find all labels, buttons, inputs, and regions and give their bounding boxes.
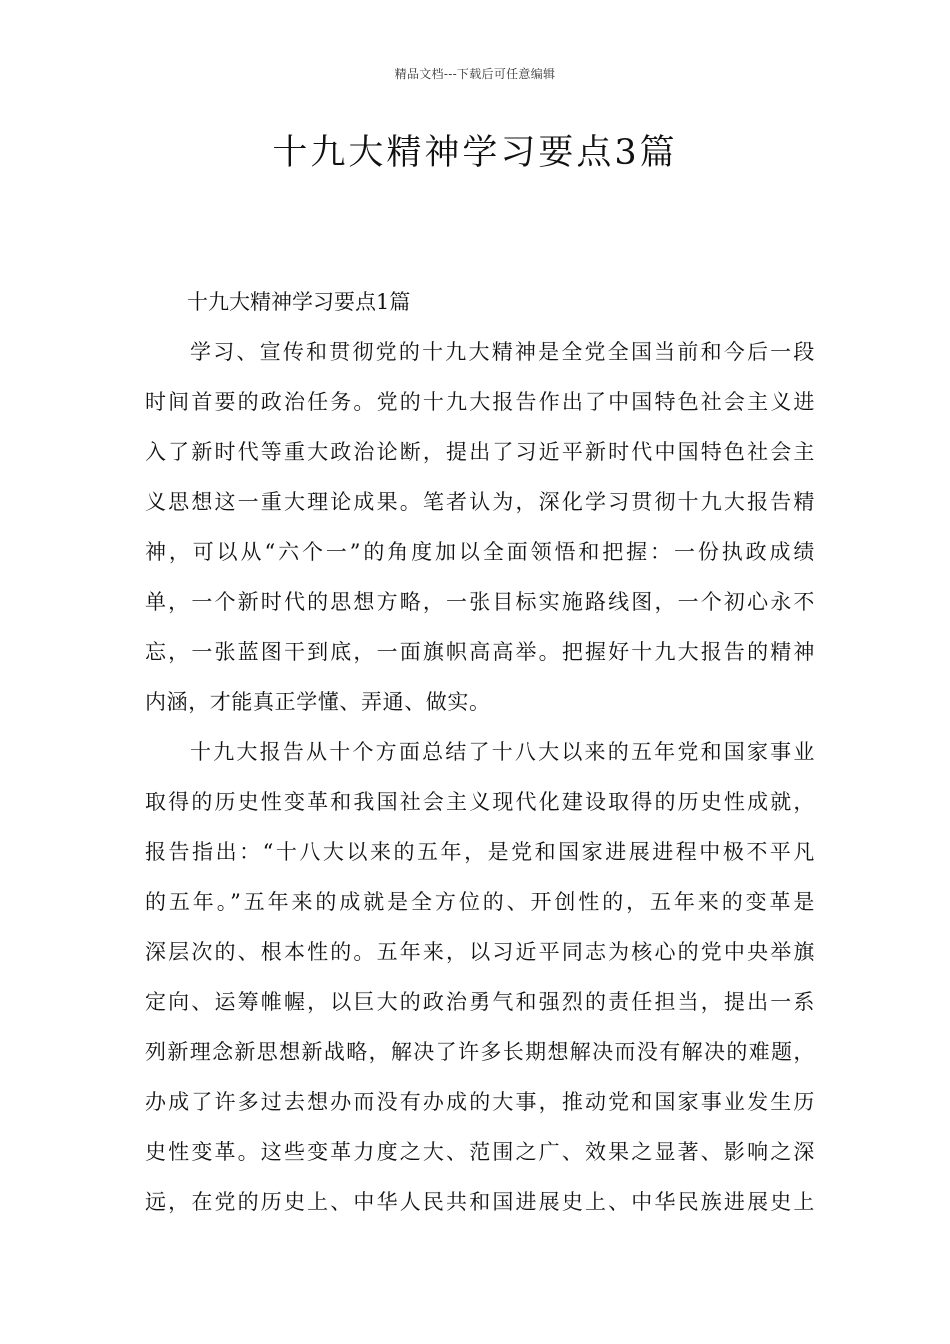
paragraph-line: 办成了许多过去想办而没有办成的大事，推动党和国家事业发生历 <box>145 1090 815 1114</box>
paragraph-line: 报告指出：“十八大以来的五年，是党和国家进展进程中极不平凡 <box>145 840 815 864</box>
paragraph-line: 时间首要的政治任务。党的十九大报告作出了中国特色社会主义进 <box>145 390 815 414</box>
document-title: 十九大精神学习要点3篇 <box>272 133 678 173</box>
paragraph-line: 忘，一张蓝图干到底，一面旗帜高高举。把握好十九大报告的精神 <box>145 640 815 664</box>
paragraph-line: 十九大报告从十个方面总结了十八大以来的五年党和国家事业 <box>190 740 815 764</box>
paragraph-line: 学习、宣传和贯彻党的十九大精神是全党全国当前和今后一段 <box>190 340 815 364</box>
header-note: 精品文档---下载后可任意编辑 <box>394 67 556 81</box>
paragraph-line: 取得的历史性变革和我国社会主义现代化建设取得的历史性成就， <box>145 790 815 814</box>
paragraph-line: 入了新时代等重大政治论断，提出了习近平新时代中国特色社会主 <box>145 440 815 464</box>
paragraph-line: 神，可以从“六个一”的角度加以全面领悟和把握：一份执政成绩 <box>145 540 815 564</box>
paragraph-line: 定向、运筹帷幄，以巨大的政治勇气和强烈的责任担当，提出一系 <box>145 990 815 1014</box>
paragraph-line: 义思想这一重大理论成果。笔者认为，深化学习贯彻十九大报告精 <box>145 490 815 514</box>
paragraph-line: 单，一个新时代的思想方略，一张目标实施路线图，一个初心永不 <box>145 590 815 614</box>
paragraph-line: 的五年。”五年来的成就是全方位的、开创性的，五年来的变革是 <box>145 890 815 914</box>
paragraph-line: 列新理念新思想新战略，解决了许多长期想解决而没有解决的难题， <box>145 1040 815 1064</box>
document-body <box>145 285 815 1235</box>
paragraph-line: 深层次的、根本性的。五年来，以习近平同志为核心的党中央举旗 <box>145 940 815 964</box>
paragraph-line: 史性变革。这些变革力度之大、范围之广、效果之显著、影响之深 <box>145 1140 815 1164</box>
paragraph-1 <box>145 335 815 735</box>
paragraph-line: 远，在党的历史上、中华人民共和国进展史上、中华民族进展史上 <box>145 1190 815 1214</box>
paragraph-2 <box>145 735 815 1235</box>
section-subheading: 十九大精神学习要点1篇 <box>187 290 411 314</box>
paragraph-line: 内涵，才能真正学懂、弄通、做实。 <box>145 690 491 714</box>
